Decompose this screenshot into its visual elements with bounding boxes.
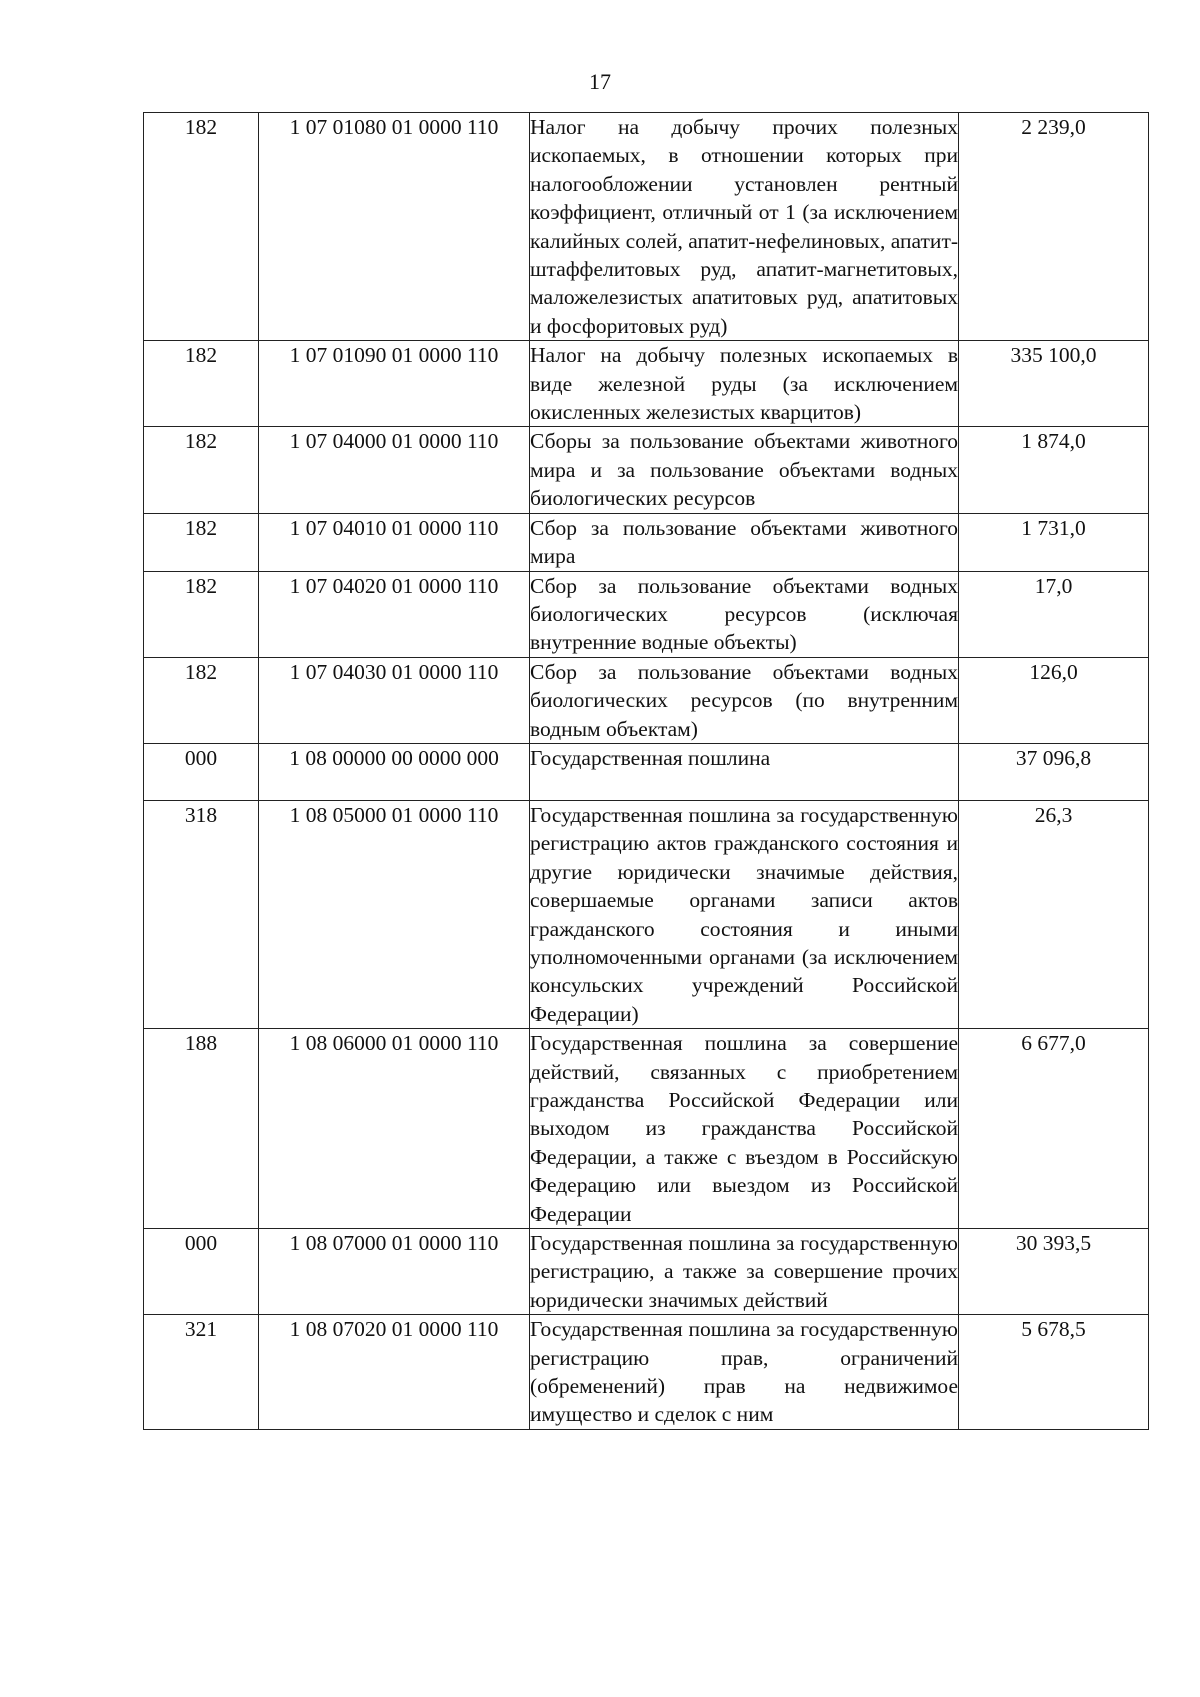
budget-code-cell: 1 08 07000 01 0000 110 <box>259 1229 530 1315</box>
revenue-name-cell: Сбор за пользование объектами водных биологических ресурсов (по внутренним водным объектам) <box>530 657 959 743</box>
table-row <box>144 1315 1149 1430</box>
amount-cell: 26,3 <box>959 800 1149 1028</box>
admin-code-cell: 182 <box>144 427 259 513</box>
budget-code-cell: 1 07 04030 01 0000 110 <box>259 657 530 743</box>
table-row <box>144 341 1149 427</box>
budget-code-cell: 1 07 01080 01 0000 110 <box>259 113 530 341</box>
budget-code-cell: 1 07 04000 01 0000 110 <box>259 427 530 513</box>
revenue-name-cell: Сборы за пользование объектами животного мира и за пользование объектами водных биологических ресурсов <box>530 427 959 513</box>
admin-code-cell: 182 <box>144 341 259 427</box>
amount-cell: 335 100,0 <box>959 341 1149 427</box>
revenue-name-cell: Сбор за пользование объектами водных биологических ресурсов (исключая внутренние водные объекты) <box>530 571 959 657</box>
revenue-name-cell: Государственная пошлина за государственную регистрацию актов гражданского состояния и другие юридически значимые действия, совершаемые органами записи актов гражданского состояния и иными уполномоченными органами (за исключением консульских учреждений Российской Федерации) <box>530 800 959 1028</box>
revenue-name-cell: Налог на добычу полезных ископаемых в виде железной руды (за исключением окисленных железистых кварцитов) <box>530 341 959 427</box>
table-row <box>144 571 1149 657</box>
budget-code-cell: 1 08 06000 01 0000 110 <box>259 1029 530 1229</box>
budget-code-cell: 1 07 01090 01 0000 110 <box>259 341 530 427</box>
amount-cell: 1 731,0 <box>959 513 1149 571</box>
amount-cell: 6 677,0 <box>959 1029 1149 1229</box>
revenue-table <box>143 112 1149 1430</box>
amount-cell: 37 096,8 <box>959 743 1149 800</box>
amount-cell: 5 678,5 <box>959 1315 1149 1430</box>
admin-code-cell: 182 <box>144 657 259 743</box>
amount-cell: 30 393,5 <box>959 1229 1149 1315</box>
table-row <box>144 1229 1149 1315</box>
revenue-name-cell: Государственная пошлина за государственную регистрацию прав, ограничений (обременений) прав на недвижимое имущество и сделок с ним <box>530 1315 959 1430</box>
table-row <box>144 427 1149 513</box>
revenue-name-cell: Государственная пошлина за государственную регистрацию, а также за совершение прочих юридически значимых действий <box>530 1229 959 1315</box>
table-row <box>144 743 1149 800</box>
page-number: 17 <box>589 69 611 94</box>
revenue-name-cell: Государственная пошлина за совершение действий, связанных с приобретением гражданства Российской Федерации или выходом из гражданства Российской Федерации, а также с въездом в Российскую Федерацию или выездом из Российской Федерации <box>530 1029 959 1229</box>
budget-code-cell: 1 07 04010 01 0000 110 <box>259 513 530 571</box>
admin-code-cell: 188 <box>144 1029 259 1229</box>
admin-code-cell: 318 <box>144 800 259 1028</box>
admin-code-cell: 182 <box>144 513 259 571</box>
table-row <box>144 657 1149 743</box>
admin-code-cell: 182 <box>144 113 259 341</box>
amount-cell: 2 239,0 <box>959 113 1149 341</box>
table-row <box>144 1029 1149 1229</box>
amount-cell: 126,0 <box>959 657 1149 743</box>
budget-code-cell: 1 08 05000 01 0000 110 <box>259 800 530 1028</box>
table-row <box>144 113 1149 341</box>
amount-cell: 17,0 <box>959 571 1149 657</box>
budget-code-cell: 1 08 07020 01 0000 110 <box>259 1315 530 1430</box>
admin-code-cell: 000 <box>144 1229 259 1315</box>
table-row <box>144 513 1149 571</box>
budget-code-cell: 1 07 04020 01 0000 110 <box>259 571 530 657</box>
amount-cell: 1 874,0 <box>959 427 1149 513</box>
revenue-name-cell: Сбор за пользование объектами животного мира <box>530 513 959 571</box>
admin-code-cell: 000 <box>144 743 259 800</box>
table-row <box>144 800 1149 1028</box>
revenue-name-cell: Государственная пошлина <box>530 743 959 800</box>
admin-code-cell: 182 <box>144 571 259 657</box>
revenue-name-cell: Налог на добычу прочих полезных ископаемых, в отношении которых при налогообложении установлен рентный коэффициент, отличный от 1 (за исключением калийных солей, апатит-нефелиновых, апатит-штаффелитовых руд, апатит-магнетитовых, маложелезистых апатитовых руд, апатитовых и фосфоритовых руд) <box>530 113 959 341</box>
admin-code-cell: 321 <box>144 1315 259 1430</box>
budget-code-cell: 1 08 00000 00 0000 000 <box>259 743 530 800</box>
